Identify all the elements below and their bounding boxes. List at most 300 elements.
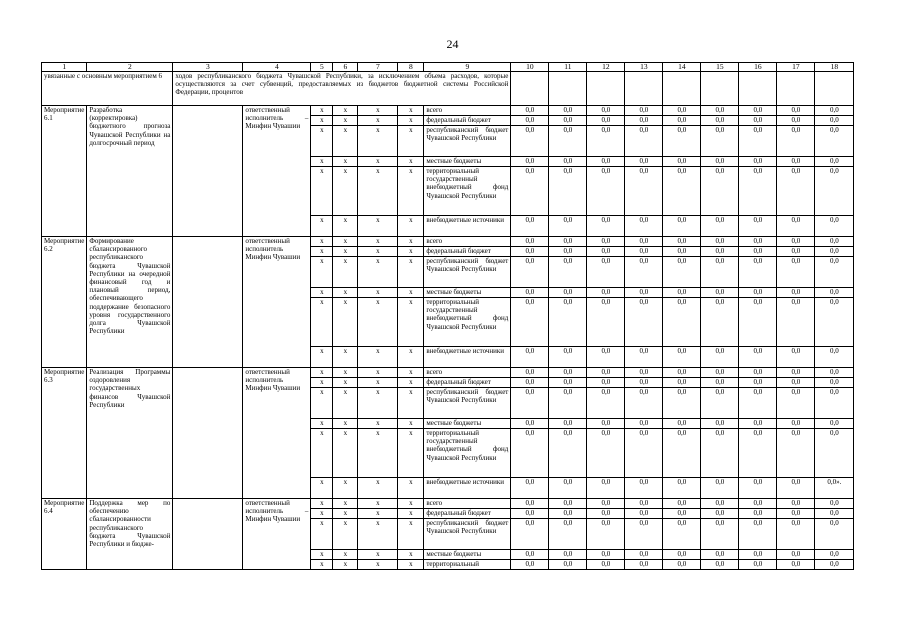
code-mark: x [358, 298, 398, 347]
amount-cell: 0,0 [777, 216, 815, 237]
amount-cell: 0,0 [777, 419, 815, 429]
measure-label: Мероприятие 6.2 [42, 237, 87, 368]
amount-cell: 0,0 [663, 419, 701, 429]
amount-cell: 0,0 [511, 216, 549, 237]
code-mark: x [333, 368, 358, 378]
amount-cell: 0,0 [511, 419, 549, 429]
code-mark: x [398, 167, 424, 216]
empty-cell [701, 72, 739, 106]
code-mark: x [398, 550, 424, 560]
amount-cell: 0,0 [625, 378, 663, 388]
amount-cell: 0,0 [701, 157, 739, 167]
amount-cell: 0,0 [625, 157, 663, 167]
funding-source: всего [424, 106, 511, 116]
amount-cell: 0,0 [701, 347, 739, 368]
amount-cell: 0,0 [815, 509, 854, 519]
amount-cell: 0,0 [663, 216, 701, 237]
code-mark: x [311, 509, 333, 519]
measure-name: Поддержка мер по обеспечению сбалансированности республиканского бюджета Чувашской Республики и бюдже- [87, 499, 173, 570]
code-mark: x [358, 288, 398, 298]
amount-cell: 0,0 [663, 509, 701, 519]
code-mark: x [333, 429, 358, 478]
amount-cell: 0,0 [739, 237, 777, 247]
amount-cell: 0,0 [511, 519, 549, 550]
code-mark: x [311, 388, 333, 419]
amount-cell: 0,0 [739, 167, 777, 216]
executor: ответственный исполнитель – Минфин Чувашии [243, 499, 311, 570]
measure-label: Мероприятие 6.1 [42, 106, 87, 237]
column-number-row [42, 63, 854, 72]
amount-cell: 0,0 [549, 509, 587, 519]
amount-cell: 0,0 [663, 167, 701, 216]
amount-cell: 0,0 [587, 237, 625, 247]
amount-cell: 0,0 [663, 288, 701, 298]
code-mark: x [311, 378, 333, 388]
amount-cell: 0,0 [511, 378, 549, 388]
empty-cell [173, 368, 243, 499]
amount-cell: 0,0 [777, 247, 815, 257]
amount-cell: 0,0 [625, 560, 663, 570]
amount-cell: 0,0 [625, 478, 663, 499]
amount-cell: 0,0 [815, 519, 854, 550]
amount-cell: 0,0 [701, 116, 739, 126]
code-mark: x [358, 347, 398, 368]
funding-source: республиканский бюджет Чувашской Республики [424, 519, 511, 550]
empty-cell [549, 72, 587, 106]
amount-cell: 0,0 [777, 368, 815, 378]
code-mark: x [398, 288, 424, 298]
amount-cell: 0,0 [739, 106, 777, 116]
code-mark: x [358, 509, 398, 519]
amount-cell: 0,0 [587, 298, 625, 347]
amount-cell: 0,0». [815, 478, 854, 499]
amount-cell: 0,0 [815, 106, 854, 116]
code-mark: x [398, 116, 424, 126]
amount-cell: 0,0 [815, 167, 854, 216]
funding-source: всего [424, 499, 511, 509]
empty-cell [739, 72, 777, 106]
empty-cell [815, 72, 854, 106]
amount-cell: 0,0 [549, 419, 587, 429]
page-number: 24 [446, 37, 459, 51]
amount-cell: 0,0 [815, 298, 854, 347]
executor: ответственный исполнитель – Минфин Чувашии [243, 106, 311, 237]
amount-cell: 0,0 [625, 509, 663, 519]
amount-cell: 0,0 [511, 429, 549, 478]
amount-cell: 0,0 [625, 368, 663, 378]
amount-cell: 0,0 [663, 298, 701, 347]
amount-cell: 0,0 [701, 167, 739, 216]
amount-cell: 0,0 [815, 126, 854, 157]
code-mark: x [358, 257, 398, 288]
amount-cell: 0,0 [777, 237, 815, 247]
amount-cell: 0,0 [739, 257, 777, 288]
amount-cell: 0,0 [701, 519, 739, 550]
amount-cell: 0,0 [549, 550, 587, 560]
amount-cell: 0,0 [815, 347, 854, 368]
funding-source: местные бюджеты [424, 288, 511, 298]
amount-cell: 0,0 [663, 106, 701, 116]
code-mark: x [398, 509, 424, 519]
amount-cell: 0,0 [663, 429, 701, 478]
executor: ответственный исполнитель Минфин Чувашии [243, 368, 311, 499]
amount-cell: 0,0 [777, 378, 815, 388]
code-mark: x [311, 157, 333, 167]
amount-cell: 0,0 [701, 550, 739, 560]
amount-cell: 0,0 [739, 499, 777, 509]
amount-cell: 0,0 [815, 288, 854, 298]
funding-source: территориальный государственный внебюджетный фонд Чувашской Республики [424, 429, 511, 478]
amount-cell: 0,0 [663, 560, 701, 570]
code-mark: x [398, 106, 424, 116]
amount-cell: 0,0 [777, 478, 815, 499]
amount-cell: 0,0 [663, 347, 701, 368]
amount-cell: 0,0 [701, 126, 739, 157]
funding-source: территориальный государственный внебюджетный фонд Чувашской Республики [424, 298, 511, 347]
amount-cell: 0,0 [663, 257, 701, 288]
amount-cell: 0,0 [587, 388, 625, 419]
amount-cell: 0,0 [511, 288, 549, 298]
code-mark: x [333, 378, 358, 388]
amount-cell: 0,0 [663, 388, 701, 419]
amount-cell: 0,0 [625, 519, 663, 550]
amount-cell: 0,0 [701, 368, 739, 378]
amount-cell: 0,0 [777, 257, 815, 288]
column-number: 14 [663, 63, 701, 72]
code-mark: x [398, 347, 424, 368]
amount-cell: 0,0 [625, 288, 663, 298]
amount-cell: 0,0 [663, 368, 701, 378]
code-mark: x [398, 499, 424, 509]
column-number: 5 [311, 63, 333, 72]
code-mark: x [311, 429, 333, 478]
code-mark: x [311, 237, 333, 247]
amount-cell: 0,0 [777, 106, 815, 116]
code-mark: x [311, 560, 333, 570]
code-mark: x [333, 237, 358, 247]
amount-cell: 0,0 [511, 499, 549, 509]
code-mark: x [333, 560, 358, 570]
amount-cell: 0,0 [815, 378, 854, 388]
amount-cell: 0,0 [739, 478, 777, 499]
code-mark: x [333, 388, 358, 419]
funding-source: внебюджетные источники [424, 347, 511, 368]
code-mark: x [358, 378, 398, 388]
column-number: 2 [87, 63, 173, 72]
amount-cell: 0,0 [511, 247, 549, 257]
amount-cell: 0,0 [587, 509, 625, 519]
amount-cell: 0,0 [625, 347, 663, 368]
code-mark: x [358, 106, 398, 116]
empty-cell [173, 499, 243, 570]
funding-source: внебюджетные источники [424, 478, 511, 499]
empty-cell [587, 72, 625, 106]
code-mark: x [358, 216, 398, 237]
amount-cell: 0,0 [701, 257, 739, 288]
funding-source: республиканский бюджет Чувашской Республики [424, 126, 511, 157]
amount-cell: 0,0 [777, 429, 815, 478]
amount-cell: 0,0 [815, 116, 854, 126]
column-number: 7 [358, 63, 398, 72]
amount-cell: 0,0 [663, 126, 701, 157]
amount-cell: 0,0 [549, 347, 587, 368]
amount-cell: 0,0 [663, 519, 701, 550]
table-row [42, 237, 854, 247]
amount-cell: 0,0 [625, 216, 663, 237]
amount-cell: 0,0 [663, 378, 701, 388]
amount-cell: 0,0 [777, 157, 815, 167]
amount-cell: 0,0 [625, 419, 663, 429]
amount-cell: 0,0 [739, 509, 777, 519]
code-mark: x [333, 478, 358, 499]
amount-cell: 0,0 [739, 347, 777, 368]
funding-source: территориальный [424, 560, 511, 570]
code-mark: x [358, 388, 398, 419]
amount-cell: 0,0 [625, 499, 663, 509]
amount-cell: 0,0 [777, 509, 815, 519]
amount-cell: 0,0 [625, 167, 663, 216]
column-number: 9 [424, 63, 511, 72]
code-mark: x [311, 216, 333, 237]
amount-cell: 0,0 [511, 257, 549, 288]
budget-table [41, 62, 854, 570]
code-mark: x [311, 116, 333, 126]
code-mark: x [398, 519, 424, 550]
amount-cell: 0,0 [777, 519, 815, 550]
amount-cell: 0,0 [701, 378, 739, 388]
code-mark: x [333, 247, 358, 257]
code-mark: x [398, 298, 424, 347]
amount-cell: 0,0 [587, 126, 625, 157]
amount-cell: 0,0 [587, 378, 625, 388]
column-number: 8 [398, 63, 424, 72]
amount-cell: 0,0 [739, 126, 777, 157]
amount-cell: 0,0 [587, 478, 625, 499]
amount-cell: 0,0 [815, 429, 854, 478]
amount-cell: 0,0 [549, 298, 587, 347]
column-number: 11 [549, 63, 587, 72]
amount-cell: 0,0 [663, 237, 701, 247]
code-mark: x [358, 499, 398, 509]
amount-cell: 0,0 [511, 550, 549, 560]
code-mark: x [311, 247, 333, 257]
code-mark: x [398, 216, 424, 237]
code-mark: x [398, 388, 424, 419]
intro-left-text: увязанные с основным мероприятием 6 [42, 72, 173, 106]
amount-cell: 0,0 [815, 257, 854, 288]
code-mark: x [311, 126, 333, 157]
amount-cell: 0,0 [815, 550, 854, 560]
amount-cell: 0,0 [739, 429, 777, 478]
amount-cell: 0,0 [663, 550, 701, 560]
amount-cell: 0,0 [587, 499, 625, 509]
amount-cell: 0,0 [701, 247, 739, 257]
amount-cell: 0,0 [549, 126, 587, 157]
amount-cell: 0,0 [625, 247, 663, 257]
code-mark: x [398, 247, 424, 257]
code-mark: x [333, 106, 358, 116]
amount-cell: 0,0 [625, 298, 663, 347]
funding-source: всего [424, 368, 511, 378]
code-mark: x [333, 509, 358, 519]
code-mark: x [333, 116, 358, 126]
code-mark: x [311, 257, 333, 288]
code-mark: x [398, 257, 424, 288]
code-mark: x [311, 288, 333, 298]
amount-cell: 0,0 [815, 216, 854, 237]
code-mark: x [358, 157, 398, 167]
code-mark: x [398, 560, 424, 570]
code-mark: x [311, 419, 333, 429]
column-number: 12 [587, 63, 625, 72]
code-mark: x [358, 478, 398, 499]
amount-cell: 0,0 [587, 347, 625, 368]
code-mark: x [358, 368, 398, 378]
code-mark: x [333, 519, 358, 550]
amount-cell: 0,0 [701, 499, 739, 509]
code-mark: x [333, 550, 358, 560]
column-number: 3 [173, 63, 243, 72]
code-mark: x [311, 550, 333, 560]
code-mark: x [333, 288, 358, 298]
amount-cell: 0,0 [511, 298, 549, 347]
amount-cell: 0,0 [739, 378, 777, 388]
amount-cell: 0,0 [587, 247, 625, 257]
amount-cell: 0,0 [549, 106, 587, 116]
amount-cell: 0,0 [511, 116, 549, 126]
amount-cell: 0,0 [815, 388, 854, 419]
amount-cell: 0,0 [815, 247, 854, 257]
amount-cell: 0,0 [587, 560, 625, 570]
measure-label: Мероприятие 6.4 [42, 499, 87, 570]
amount-cell: 0,0 [587, 157, 625, 167]
amount-cell: 0,0 [701, 509, 739, 519]
code-mark: x [333, 157, 358, 167]
code-mark: x [311, 298, 333, 347]
empty-cell [625, 72, 663, 106]
measure-name: Формирование сбалансированного республиканского бюджета Чувашской Республики на очередной финансовый год и плановый период, обеспечивающего поддержание безопасного уровня государственного долга Чувашской Республики [87, 237, 173, 368]
code-mark: x [311, 499, 333, 509]
amount-cell: 0,0 [701, 106, 739, 116]
amount-cell: 0,0 [587, 116, 625, 126]
amount-cell: 0,0 [549, 116, 587, 126]
amount-cell: 0,0 [777, 288, 815, 298]
funding-source: местные бюджеты [424, 419, 511, 429]
column-number: 17 [777, 63, 815, 72]
code-mark: x [333, 347, 358, 368]
amount-cell: 0,0 [549, 378, 587, 388]
amount-cell: 0,0 [625, 126, 663, 157]
amount-cell: 0,0 [549, 157, 587, 167]
amount-cell: 0,0 [511, 106, 549, 116]
amount-cell: 0,0 [739, 519, 777, 550]
code-mark: x [333, 298, 358, 347]
amount-cell: 0,0 [549, 288, 587, 298]
amount-cell: 0,0 [701, 216, 739, 237]
code-mark: x [398, 237, 424, 247]
amount-cell: 0,0 [511, 368, 549, 378]
amount-cell: 0,0 [549, 257, 587, 288]
amount-cell: 0,0 [625, 388, 663, 419]
amount-cell: 0,0 [587, 257, 625, 288]
code-mark: x [333, 167, 358, 216]
amount-cell: 0,0 [625, 257, 663, 288]
code-mark: x [398, 126, 424, 157]
code-mark: x [358, 247, 398, 257]
funding-source: местные бюджеты [424, 550, 511, 560]
column-number: 1 [42, 63, 87, 72]
funding-source: федеральный бюджет [424, 509, 511, 519]
amount-cell: 0,0 [739, 419, 777, 429]
amount-cell: 0,0 [739, 216, 777, 237]
amount-cell: 0,0 [777, 560, 815, 570]
amount-cell: 0,0 [587, 288, 625, 298]
amount-cell: 0,0 [549, 167, 587, 216]
table-row [42, 368, 854, 378]
funding-source: федеральный бюджет [424, 116, 511, 126]
amount-cell: 0,0 [511, 237, 549, 247]
code-mark: x [358, 237, 398, 247]
empty-cell [511, 72, 549, 106]
executor: ответственный исполнитель Минфин Чувашии [243, 237, 311, 368]
code-mark: x [333, 216, 358, 237]
empty-cell [663, 72, 701, 106]
code-mark: x [311, 106, 333, 116]
amount-cell: 0,0 [777, 347, 815, 368]
code-mark: x [358, 429, 398, 478]
amount-cell: 0,0 [625, 116, 663, 126]
code-mark: x [311, 167, 333, 216]
amount-cell: 0,0 [815, 560, 854, 570]
code-mark: x [398, 157, 424, 167]
code-mark: x [358, 550, 398, 560]
amount-cell: 0,0 [549, 560, 587, 570]
code-mark: x [358, 419, 398, 429]
code-mark: x [333, 126, 358, 157]
amount-cell: 0,0 [663, 157, 701, 167]
amount-cell: 0,0 [739, 388, 777, 419]
amount-cell: 0,0 [739, 247, 777, 257]
amount-cell: 0,0 [815, 157, 854, 167]
amount-cell: 0,0 [549, 429, 587, 478]
funding-source: республиканский бюджет Чувашской Республики [424, 257, 511, 288]
amount-cell: 0,0 [701, 478, 739, 499]
amount-cell: 0,0 [739, 288, 777, 298]
amount-cell: 0,0 [511, 126, 549, 157]
funding-source: внебюджетные источники [424, 216, 511, 237]
amount-cell: 0,0 [587, 368, 625, 378]
amount-cell: 0,0 [739, 560, 777, 570]
amount-cell: 0,0 [587, 519, 625, 550]
amount-cell: 0,0 [777, 550, 815, 560]
amount-cell: 0,0 [511, 388, 549, 419]
column-number: 10 [511, 63, 549, 72]
empty-cell [173, 237, 243, 368]
amount-cell: 0,0 [777, 116, 815, 126]
intro-row [42, 72, 854, 106]
amount-cell: 0,0 [625, 237, 663, 247]
amount-cell: 0,0 [815, 368, 854, 378]
code-mark: x [358, 519, 398, 550]
measure-name: Реализация Программы оздоровления государственных финансов Чувашской Республики [87, 368, 173, 499]
amount-cell: 0,0 [511, 560, 549, 570]
code-mark: x [398, 478, 424, 499]
code-mark: x [311, 368, 333, 378]
table-row [42, 106, 854, 116]
amount-cell: 0,0 [739, 368, 777, 378]
code-mark: x [358, 167, 398, 216]
amount-cell: 0,0 [701, 419, 739, 429]
